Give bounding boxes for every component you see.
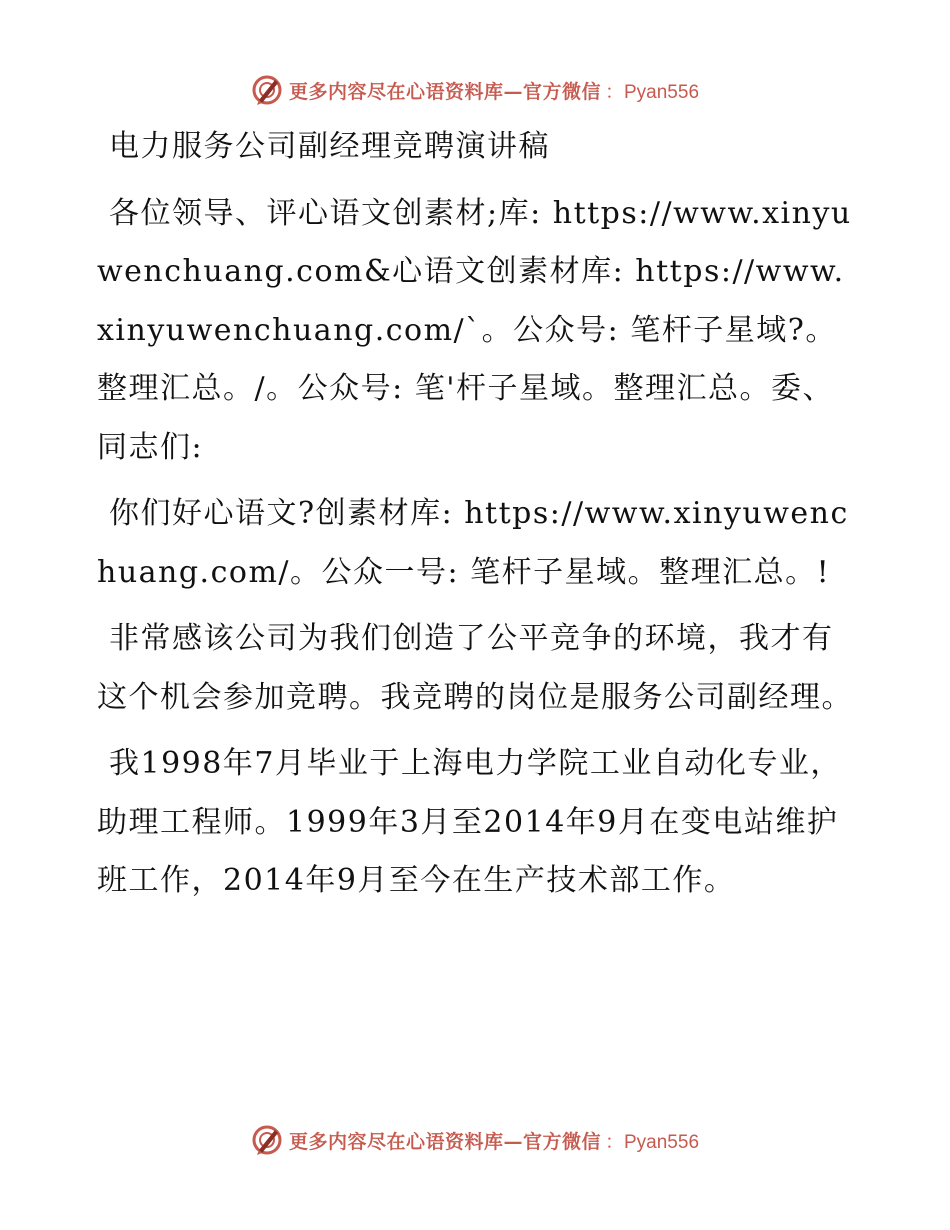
pen-logo-icon bbox=[251, 74, 283, 106]
document-body bbox=[97, 118, 857, 919]
footer-banner bbox=[0, 1120, 950, 1160]
document-title: 电力服务公司副经理竞聘演讲稿 bbox=[109, 129, 550, 164]
footer-banner-text: 更多内容尽在心语资料库—官方微信 bbox=[288, 1130, 601, 1153]
paragraph-2: 你们好心语文?创素材库: https://www.xinyuwenchuang.com/。公众一号: 笔杆子星域。整理汇总。! bbox=[97, 496, 849, 590]
pen-logo-icon bbox=[251, 1124, 283, 1156]
header-banner bbox=[0, 70, 950, 110]
paragraph-3: 非常感该公司为我们创造了公平竞争的环境，我才有这个机会参加竞聘。我竞聘的岗位是服务公司副经理。 bbox=[97, 621, 853, 715]
paragraph-1: 各位领导、评心语文创素材;库: https://www.xinyuwenchuang.com&心语文创素材库: https://www.xinyuwenchuang.com/`。公众号: 笔杆子星域?。整理汇总。/。公众号: 笔'杆子星域。整理汇总。委、同志们: bbox=[97, 195, 852, 465]
footer-banner-wechat: ：Pyan556 bbox=[605, 1131, 700, 1153]
header-banner-text: 更多内容尽在心语资料库—官方微信 bbox=[288, 80, 601, 103]
paragraph-4: 我1998年7月毕业于上海电力学院工业自动化专业，助理工程师。1999年3月至2014年9月在变电站维护班工作，2014年9月至今在生产技术部工作。 bbox=[97, 746, 842, 898]
header-banner-wechat: ：Pyan556 bbox=[605, 81, 700, 103]
